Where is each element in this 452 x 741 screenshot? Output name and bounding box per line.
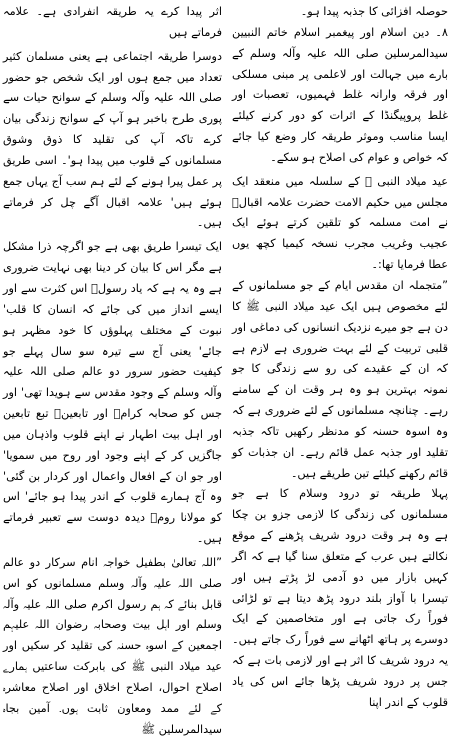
paragraph: عید میلاد النبی ﷺ کے سلسلہ میں منعقد ایک مجلس میں حکیم الامت حضرت علامہ اقبالؒ نے امت مسلمہ کو تلقین کرتے ہوئے ایک عجیب وغریب مجرب نسخہ کیمیا کچھ یوں عطا فرمایا تھا:۔ <box>232 174 448 272</box>
paragraph: دوسرا طریقہ اجتماعی ہے یعنی مسلمان کثیر تعداد میں جمع ہوں اور ایک شخص جو حضور صلی اللہ علیہ وآلہ وسلم کے سوانح حیات سے پوری طرح باخبر ہو آپ کے سوانح زندگی بیان کرے تاکہ آپ کی تقلید کا ذوق وشوق مسلمانوں کے قلوب میں پیدا ہو'۔ اسی طریق پر عمل پیرا ہونے کے لئے ہم سب آج یہاں جمع ہوئے ہیں' علامہ اقبال آگے چل کر فرماتے ہیں۔ <box>3 49 222 230</box>
right-column <box>232 2 448 720</box>
left-column <box>3 2 222 736</box>
paragraph: ۸۔ دین اسلام اور پیغمبر اسلام خاتم النبیین سیدالمرسلین صلی اللہ علیہ وآلہ وسلم کے بارے میں جہالت اور لاعلمی پر مبنی مسلکی اور فرقہ وارانہ غلط فہمیوں، تعصبات اور غلط پروپیگنڈا کے اثرات کو دور کرنے کیلئے ایسا مناسب وموثر طریقہ کار وضع کیا جائے کہ خواص و عوام کی اصلاح ہو سکے۔ <box>232 25 448 164</box>
paragraph: ایک تیسرا طریق بھی ہے جو اگرچہ ذرا مشکل ہے مگر اس کا بیان کر دینا بھی نہایت ضروری ہے وہ یہ ہے کہ یاد رسولﷺ اس کثرت سے اور ایسے انداز میں کی جائے کہ انسان کا قلب' نبوت کے مختلف پہلوؤں کا خود مظہر ہو جائے' یعنی آج سے تیرہ سو سال پہلے جو کیفیت حضور سرور دو عالم صلی اللہ علیہ وآلہ وسلم کے وجود مقدس سے ہویدا تھی' اور جس کو صحابہ کرامؓ اور تابعینؒ تبع تابعین اور اہل بیت اطہار نے اپنے قلوب واذہان میں جاگزیں کر کے اپنے وجود اور روح میں سمویا' اور جو ان کے افعال واعمال اور کردار بن گئی' وہ آج ہمارے قلوب کے اندر پیدا ہو جائے' اس کو مولانا رومؒ دیدہ دوست سے تعبیر فرماتے ہیں۔ <box>3 240 222 546</box>
paragraph: حوصلہ افزائی کا جذبہ پیدا ہو۔ <box>300 5 448 18</box>
quote-paragraph: ”متجملہ ان مقدس ایام کے جو مسلمانوں کے لئے مخصوص ہیں ایک عید میلاد النبی ﷺ کا دن ہے جو میرے نزدیک انسانوں کی دماغی اور قلبی تربیت کے لئے بہت ضروری ہے لازم ہے کہ ان کے عقیدے کی رو سے زندگی کا جو نمونہ بہترین ہو وہ ہر وقت ان کے سامنے رہے۔ چنانچہ مسلمانوں کے لئے ضروری ہے کہ وہ اسوہ حسنہ کو مدنظر رکھیں تاکہ جذبہ تقلید اور جذبہ عمل قائم رہے۔ ان جذبات کو قائم رکھنے کیلئے تین طریقے ہیں۔ <box>232 278 448 480</box>
paragraph: اثر پیدا کرے یہ طریقہ انفرادی ہے۔ علامہ فرماتے ہیں <box>3 5 222 39</box>
paragraph: پہلا طریقہ تو درود وسلام کا ہے جو مسلمانوں کی زندگی کا لازمی جزو بن چکا ہے وہ ہر وقت درود شریف پڑھنے کے موقع نکالتے ہیں عرب کے متعلق سنا گیا ہے کہ اگر کہیں بازار میں دو آدمی لڑ پڑتے ہیں اور تیسرا با آواز بلند درود پڑھ دیتا ہے تو لڑائی فوراً رک جاتی ہے اور متخاصمین کے ایک دوسرے پر ہاتھ اٹھانے سے فوراً رک جاتے ہیں۔ یہ درود شریف کا اثر ہے اور لازمی بات ہے کہ جس پر درود شریف پڑھا جائے اس کی یاد قلوب کے اندر اپنا <box>232 487 448 709</box>
prayer-paragraph: ”اللہ تعالیٰ بطفیل خواجہ انام سرکار دو عالم صلی اللہ علیہ وآلہ وسلم مسلمانوں کو اس قابل بنائے کہ ہم رسول اکرم صلی اللہ علیہ وآلہ وسلم اور اہل بیت وصحابہ رضوان اللہ علیہم اجمعین کے اسوہ حسنہ کی تقلید کر سکیں اور عید میلاد النبی ﷺ کی بابرکت ساعتیں ہمارے اصلاح احوال، اصلاح اخلاق اور اصلاح معاشرہ کے لئے ممد ومعاون ثابت ہوں۔ آمین بجاہ سیدالمرسلین ﷺ <box>3 555 222 736</box>
